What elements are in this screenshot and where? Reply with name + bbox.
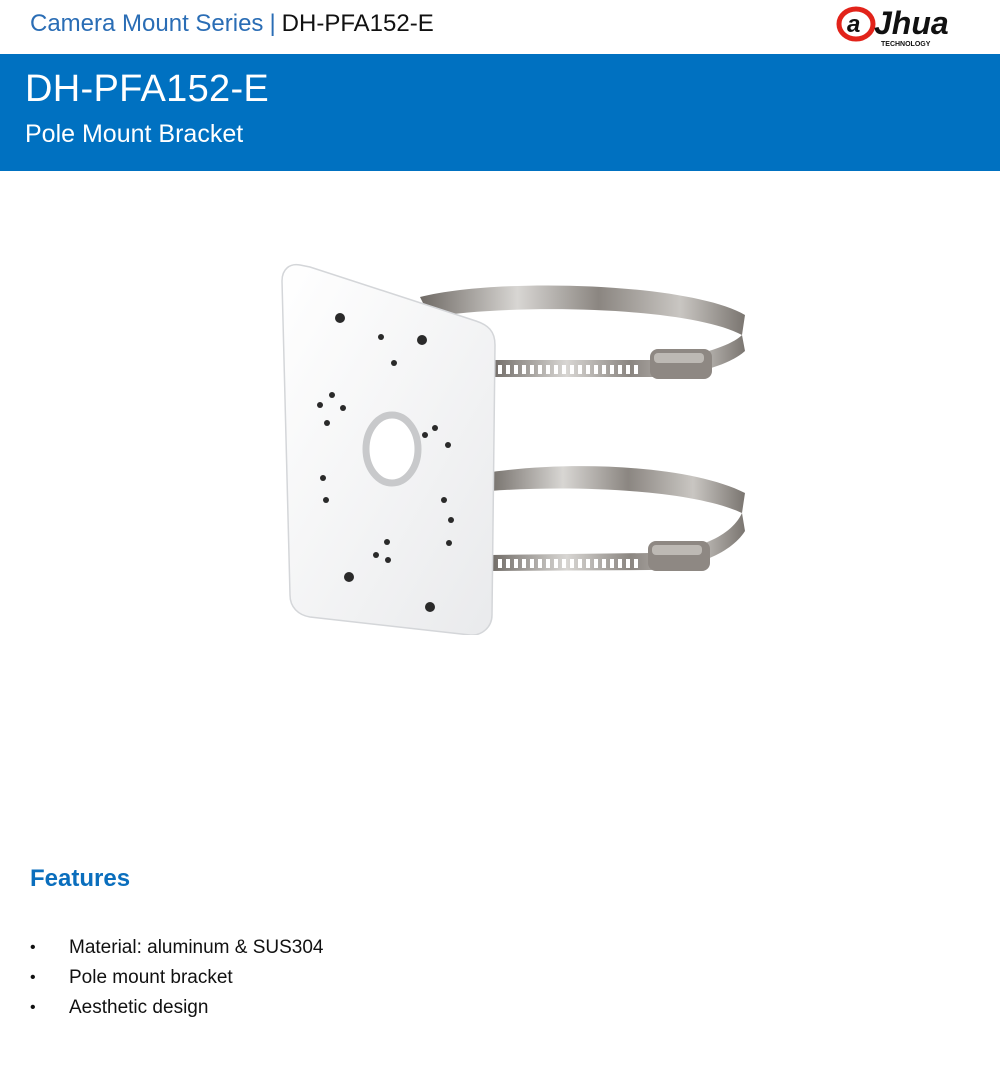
svg-text:a: a [847, 11, 861, 38]
bullet-icon: • [30, 939, 36, 956]
feature-item [30, 933, 324, 963]
separator: | [269, 10, 276, 37]
svg-text:TECHNOLOGY: TECHNOLOGY [881, 41, 931, 48]
bullet-icon: • [30, 999, 36, 1016]
feature-item [30, 963, 324, 993]
feature-item [30, 993, 324, 1023]
features-list [30, 933, 324, 1023]
dahua-logo-icon [836, 4, 986, 48]
title-banner [0, 54, 1000, 171]
bullet-icon: • [30, 969, 36, 986]
feature-text: Material: aluminum & SUS304 [69, 937, 324, 958]
product-title: DH-PFA152-E [25, 68, 270, 110]
series-name: Camera Mount Series [30, 10, 264, 37]
header-model: DH-PFA152-E [281, 10, 434, 37]
product-subtitle: Pole Mount Bracket [25, 120, 244, 148]
svg-text:Jhua: Jhua [874, 5, 949, 41]
feature-text: Aesthetic design [69, 997, 209, 1018]
product-image [270, 255, 760, 635]
series-line [30, 10, 434, 38]
features-heading: Features [30, 865, 131, 892]
document-header [0, 0, 1000, 54]
feature-text: Pole mount bracket [69, 967, 233, 988]
